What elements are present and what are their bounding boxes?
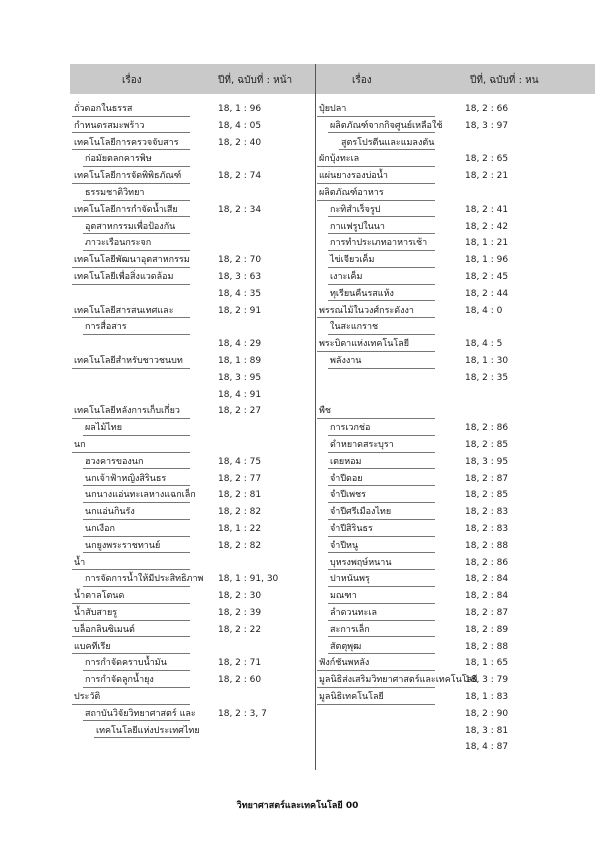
column-divider xyxy=(315,64,316,770)
entry-underline xyxy=(317,183,435,184)
index-entry-reference: 18, 3 : 63 xyxy=(218,272,262,282)
index-entry-reference: 18, 2 : 84 xyxy=(465,574,509,585)
entry-underline xyxy=(83,485,190,486)
index-entry-reference: 18, 2 : 91 xyxy=(218,305,262,316)
index-entry-subject: กะทิสำเร็จรูป xyxy=(330,204,381,215)
entry-underline xyxy=(328,368,435,369)
index-entry-reference: 18, 3 : 79 xyxy=(465,675,509,686)
entry-underline xyxy=(72,132,190,133)
entry-underline xyxy=(328,267,435,268)
index-entry-subject: จำปีสิรินธร xyxy=(330,524,373,534)
index-entry-reference: 18, 2 : 60 xyxy=(218,675,262,686)
index-entry-subject: ในสะแกราช xyxy=(330,322,379,333)
entry-underline xyxy=(328,300,435,301)
index-entry-subject: สะการเล็ก xyxy=(330,624,370,635)
entry-underline xyxy=(83,502,190,503)
index-entry-reference: 18, 2 : 3, 7 xyxy=(218,708,267,719)
index-entry-subject: กำหนดรสมะพร้าว xyxy=(74,120,145,131)
index-entry-reference: 18, 2 : 35 xyxy=(465,372,509,383)
index-entry-subject: กาแฟรูปในนา xyxy=(330,221,385,232)
entry-underline xyxy=(72,704,190,705)
entry-underline xyxy=(317,116,435,117)
entry-underline xyxy=(328,552,435,553)
index-entry-reference: 18, 2 : 21 xyxy=(465,171,509,182)
index-entry-reference: 18, 3 : 97 xyxy=(465,120,509,131)
entry-underline xyxy=(83,334,190,335)
entry-underline xyxy=(83,519,190,520)
entry-underline xyxy=(328,452,435,453)
entry-underline xyxy=(328,536,435,537)
entry-underline xyxy=(94,737,190,738)
index-entry-subject: ปุ๋ยปลา xyxy=(319,104,347,114)
entry-underline xyxy=(83,166,190,167)
entry-underline xyxy=(317,687,435,688)
entry-underline xyxy=(72,267,190,268)
entry-underline xyxy=(72,183,190,184)
index-entry-reference: 18, 2 : 83 xyxy=(465,507,509,518)
index-entry-reference: 18, 1 : 96 xyxy=(218,104,262,114)
index-entry-subject: ธรรมชาติวิทยา xyxy=(85,188,145,198)
index-entry-subject: น้ำ xyxy=(74,557,86,568)
index-entry-subject: ปาหนันพรุ xyxy=(330,574,370,585)
entry-underline xyxy=(72,216,190,217)
index-entry-reference: 18, 1 : 65 xyxy=(465,658,509,669)
entry-underline xyxy=(328,485,435,486)
index-entry-reference: 18, 2 : 70 xyxy=(218,255,262,266)
left-reference-header: ปีที่, ฉบับที่ : หน้า xyxy=(218,75,293,86)
index-entry-reference: 18, 2 : 74 xyxy=(218,171,262,182)
entry-underline xyxy=(328,653,435,654)
index-entry-subject: การจัดการน้ำให้มีประสิทธิภาพ xyxy=(85,574,204,585)
index-entry-reference: 18, 2 : 88 xyxy=(465,540,509,551)
right-reference-header: ปีที่, ฉบับที่ : หน xyxy=(470,75,539,86)
index-entry-reference: 18, 2 : 87 xyxy=(465,473,509,484)
entry-underline xyxy=(317,418,435,419)
index-entry-reference: 18, 3 : 81 xyxy=(465,725,509,736)
index-entry-reference: 18, 2 : 86 xyxy=(465,557,509,568)
index-entry-subject: เทคโนโลยีพัฒนาอุตสาหกรรม xyxy=(74,255,190,266)
entry-underline xyxy=(328,620,435,621)
index-entry-reference: 18, 2 : 88 xyxy=(465,641,509,652)
index-entry-reference: 18, 2 : 39 xyxy=(218,608,262,618)
index-entry-reference: 18, 2 : 27 xyxy=(218,406,262,417)
index-entry-subject: ภาวะเรือนกระจก xyxy=(85,238,152,249)
index-entry-subject: พืช xyxy=(319,406,332,417)
index-entry-subject: แผ่นยางรองบ่อน้ำ xyxy=(319,171,388,182)
entry-underline xyxy=(317,670,435,671)
right-subject-header: เรื่อง xyxy=(352,75,372,86)
index-entry-reference: 18, 1 : 96 xyxy=(465,255,509,266)
index-entry-subject: มูลนิธิส่งเสริมวิทยาศาสตร์และเทคโนโลยี xyxy=(319,675,478,686)
entry-underline xyxy=(72,636,190,637)
index-entry-reference: 18, 2 : 66 xyxy=(465,104,509,114)
index-entry-reference: 18, 2 : 82 xyxy=(218,540,262,551)
index-entry-subject: การทำประเภทอาหารเช้า xyxy=(330,238,428,249)
index-entry-reference: 18, 4 : 5 xyxy=(465,339,503,350)
index-entry-reference: 18, 3 : 95 xyxy=(218,372,262,383)
index-entry-subject: เทคโนโลยีการจัดพิพิธภัณฑ์ xyxy=(74,171,182,182)
index-entry-subject: จำปีหนู xyxy=(330,540,359,551)
index-entry-reference: 18, 2 : 45 xyxy=(465,272,509,282)
index-entry-reference: 18, 2 : 82 xyxy=(218,507,262,518)
index-entry-subject: เทคโนโลยีการครวจจับสาร xyxy=(74,137,179,148)
index-entry-reference: 18, 2 : 84 xyxy=(465,591,509,602)
index-entry-subject: เทคโนโลยีหลังการเก็บเกี่ยว xyxy=(74,406,180,417)
index-entry-subject: เทคโนโลยีสำหรับชาวชนบท xyxy=(74,356,183,366)
entry-underline xyxy=(83,250,190,251)
index-entry-subject: สถาบันวิจัยวิทยาศาสตร์ และ xyxy=(85,708,196,719)
index-entry-reference: 18, 1 : 89 xyxy=(218,356,262,366)
entry-underline xyxy=(328,603,435,604)
entry-underline xyxy=(72,317,190,318)
index-entry-subject: มณฑา xyxy=(330,591,357,602)
index-entry-reference: 18, 2 : 22 xyxy=(218,624,262,635)
entry-underline xyxy=(72,452,190,453)
index-entry-subject: ลำดวนทะเล xyxy=(330,608,377,618)
index-entry-subject: เทคโนโลยีการกำจัดน้ำเสีย xyxy=(74,204,178,215)
entry-underline xyxy=(72,368,190,369)
entry-underline xyxy=(339,149,435,150)
index-entry-subject: สูตรโปรตีนและแมลงตัน xyxy=(341,137,435,148)
entry-underline xyxy=(328,636,435,637)
index-entry-reference: 18, 4 : 29 xyxy=(218,339,262,350)
index-entry-subject: ฮวงคารของนก xyxy=(85,456,144,467)
entry-underline xyxy=(83,720,190,721)
index-entry-subject: พลังงาน xyxy=(330,356,362,366)
entry-underline xyxy=(72,116,190,117)
index-entry-reference: 18, 2 : 30 xyxy=(218,591,262,602)
index-entry-subject: เงาะเค็ม xyxy=(330,272,363,282)
entry-underline xyxy=(328,569,435,570)
entry-underline xyxy=(328,502,435,503)
entry-underline xyxy=(317,351,435,352)
index-entry-subject: บุหรงพฤษ์หนาน xyxy=(330,557,392,568)
entry-underline xyxy=(72,418,190,419)
entry-underline xyxy=(83,586,190,587)
index-entry-reference: 18, 2 : 44 xyxy=(465,288,509,299)
entry-underline xyxy=(83,468,190,469)
index-entry-reference: 18, 3 : 95 xyxy=(465,456,509,467)
entry-underline xyxy=(83,435,190,436)
index-entry-subject: จำปีดอย xyxy=(330,473,363,484)
index-entry-subject: การเวกช่อ xyxy=(330,423,371,434)
entry-underline xyxy=(83,233,190,234)
entry-underline xyxy=(317,704,435,705)
index-entry-reference: 18, 4 : 0 xyxy=(465,305,503,316)
index-entry-subject: ผลไม้ไทย xyxy=(85,423,122,434)
index-entry-reference: 18, 1 : 91, 30 xyxy=(218,574,279,585)
index-entry-subject: ทุเรียนคืนรสแห้ง xyxy=(330,288,394,299)
index-entry-subject: แบคทีเรีย xyxy=(74,641,111,652)
index-entry-subject: นกเจ้าฟ้าหญิงสิรินธร xyxy=(85,473,167,484)
entry-underline xyxy=(328,334,435,335)
index-entry-reference: 18, 1 : 22 xyxy=(218,524,262,534)
entry-underline xyxy=(328,233,435,234)
index-entry-subject: จำปีศรีเมืองไทย xyxy=(330,507,392,518)
entry-underline xyxy=(83,200,190,201)
index-entry-reference: 18, 1 : 83 xyxy=(465,692,509,702)
entry-underline xyxy=(328,468,435,469)
entry-underline xyxy=(328,132,435,133)
index-entry-subject: ดำหยาดสระบุรา xyxy=(330,440,394,450)
entry-underline xyxy=(83,670,190,671)
index-entry-subject: นกยูงพระราชทานย์ xyxy=(85,540,161,551)
index-entry-subject: ผลิตภัณฑ์จากกิจศูนย์เหลือใช้ xyxy=(330,120,443,131)
entry-underline xyxy=(328,519,435,520)
index-entry-subject: ก่อมัยตลกคารพิษ xyxy=(85,154,152,165)
index-entry-reference: 18, 2 : 87 xyxy=(465,608,509,618)
index-entry-subject: เทคโนโลยีสารสนเทศและ xyxy=(74,305,174,316)
entry-underline xyxy=(83,536,190,537)
index-entry-subject: นกนางแอ่นทะเลหางแฉกเล็ก xyxy=(85,490,196,501)
index-entry-subject: ผลิตภัณฑ์อาหาร xyxy=(319,188,384,198)
index-entry-subject: ผักบุ้งทะเล xyxy=(319,154,360,165)
index-entry-subject: เทคโนโลยีเพื่อสิ่งแวดล้อม xyxy=(74,272,174,282)
entry-underline xyxy=(328,586,435,587)
index-entry-subject: นก xyxy=(74,440,86,450)
index-entry-reference: 18, 2 : 40 xyxy=(218,137,262,148)
entry-underline xyxy=(72,603,190,604)
index-entry-reference: 18, 4 : 35 xyxy=(218,288,262,299)
index-entry-reference: 18, 2 : 71 xyxy=(218,658,262,669)
entry-underline xyxy=(83,552,190,553)
entry-underline xyxy=(328,435,435,436)
index-entry-reference: 18, 1 : 30 xyxy=(465,356,509,366)
entry-underline xyxy=(328,216,435,217)
index-entry-subject: นกเงือก xyxy=(85,524,115,534)
index-entry-reference: 18, 4 : 05 xyxy=(218,120,262,131)
index-entry-subject: เตยหอม xyxy=(330,456,362,467)
entry-underline xyxy=(72,569,190,570)
index-entry-subject: ไข่เจียวเค็ม xyxy=(330,255,375,266)
entry-underline xyxy=(72,653,190,654)
index-entry-subject: การกำจัดคราบน้ำมัน xyxy=(85,658,167,669)
entry-underline xyxy=(317,166,435,167)
entry-underline xyxy=(83,687,190,688)
index-entry-subject: อุตสาหกรรมเพื่อป้องกัน xyxy=(85,221,176,232)
entry-underline xyxy=(72,620,190,621)
index-entry-reference: 18, 2 : 90 xyxy=(465,708,509,719)
entry-underline xyxy=(317,317,435,318)
entry-underline xyxy=(328,284,435,285)
index-entry-subject: เทคโนโลยีแห่งประเทศไทย xyxy=(96,725,200,736)
index-entry-reference: 18, 4 : 91 xyxy=(218,389,262,400)
index-entry-reference: 18, 2 : 86 xyxy=(465,423,509,434)
index-entry-reference: 18, 2 : 34 xyxy=(218,204,262,215)
index-entry-reference: 18, 2 : 83 xyxy=(465,524,509,534)
index-entry-subject: พรรณไม้ในวงศ์กระดังงา xyxy=(319,305,414,316)
index-entry-subject: การสื่อสาร xyxy=(85,322,127,333)
index-entry-reference: 18, 1 : 21 xyxy=(465,238,509,249)
index-entry-reference: 18, 2 : 42 xyxy=(465,221,509,232)
index-entry-reference: 18, 2 : 41 xyxy=(465,204,509,215)
entry-underline xyxy=(328,250,435,251)
index-entry-subject: ประวัติ xyxy=(74,692,101,702)
page-footer: วิทยาศาสตร์และเทคโนโลยี 00 xyxy=(236,801,359,811)
entry-underline xyxy=(72,149,190,150)
index-entry-reference: 18, 4 : 87 xyxy=(465,742,509,753)
index-entry-subject: พระบิดาแห่งเทคโนโลยี xyxy=(319,339,409,350)
left-subject-header: เรื่อง xyxy=(122,75,142,86)
index-entry-subject: ถั่วดอกในธรรส xyxy=(74,104,133,114)
entry-underline xyxy=(317,200,435,201)
index-entry-reference: 18, 2 : 85 xyxy=(465,490,509,501)
index-entry-subject: บล็อกลินซิเมนต์ xyxy=(74,624,135,635)
index-entry-subject: ฟังก์ชันพหลัง xyxy=(319,658,370,669)
index-entry-reference: 18, 2 : 89 xyxy=(465,624,509,635)
index-entry-reference: 18, 2 : 81 xyxy=(218,490,262,501)
index-entry-subject: นกแอ่นกินรัง xyxy=(85,507,135,518)
index-entry-reference: 18, 4 : 75 xyxy=(218,456,262,467)
index-entry-reference: 18, 2 : 85 xyxy=(465,440,509,450)
index-entry-subject: จำปีเพชร xyxy=(330,490,366,501)
index-entry-subject: มูลนิธิเทคโนโลยี xyxy=(319,692,384,702)
entry-underline xyxy=(72,284,190,285)
index-entry-reference: 18, 2 : 65 xyxy=(465,154,509,165)
index-entry-subject: น้ำตาลโตนด xyxy=(74,591,125,602)
index-entry-reference: 18, 2 : 77 xyxy=(218,473,262,484)
index-entry-subject: การกำจัดลูกน้ำยุง xyxy=(85,675,154,686)
index-entry-subject: น้ำสับสายรู xyxy=(74,608,118,618)
index-entry-subject: สัตตุพุฒ xyxy=(330,641,362,652)
